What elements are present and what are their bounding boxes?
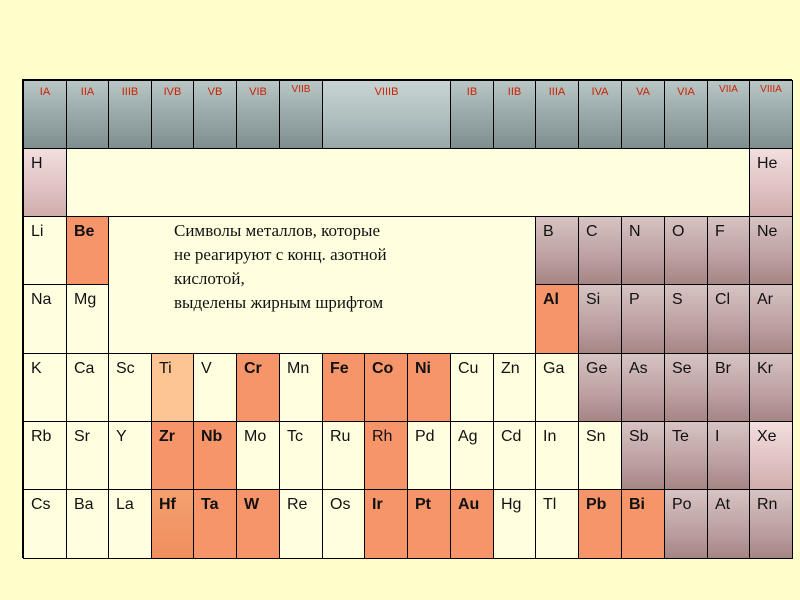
element-cell-P: P [621,284,665,354]
element-cell-Y: Y [108,421,152,490]
element-cell-Si: Si [578,284,622,354]
element-cell-Mg: Mg [66,284,109,354]
element-cell-Cd: Cd [493,421,536,490]
group-header: VIA [664,80,708,149]
element-cell-Sr: Sr [66,421,109,490]
element-cell-Cr: Cr [236,353,280,422]
element-cell-Hg: Hg [493,489,536,559]
element-cell-Zr: Zr [151,421,194,490]
element-cell-Ta: Ta [193,489,237,559]
element-cell-Sc: Sc [108,353,152,422]
group-header: VIIIB [322,80,451,149]
empty-block [66,148,750,217]
group-header: VB [193,80,237,149]
element-cell-Br: Br [707,353,750,422]
group-header: IB [450,80,494,149]
element-cell-H: H [23,148,67,217]
element-cell-F: F [707,216,750,285]
element-cell-Ne: Ne [749,216,793,285]
group-header: IIA [66,80,109,149]
element-cell-Ge: Ge [578,353,622,422]
element-cell-Ba: Ba [66,489,109,559]
element-cell-He: He [749,148,793,217]
group-header: VIIA [707,80,750,149]
note-line: выделены жирным шрифтом [174,293,384,312]
element-cell-V: V [193,353,237,422]
element-cell-Mn: Mn [279,353,323,422]
element-cell-Li: Li [23,216,67,285]
group-header: IIIA [535,80,579,149]
element-cell-Nb: Nb [193,421,237,490]
element-cell-Xe: Xe [749,421,793,490]
element-cell-In: In [535,421,579,490]
group-header: IIB [493,80,536,149]
element-cell-I: I [707,421,750,490]
group-header: VIIIA [749,80,793,149]
group-header: VA [621,80,665,149]
element-cell-Fe: Fe [322,353,365,422]
element-cell-Ar: Ar [749,284,793,354]
element-cell-W: W [236,489,280,559]
element-cell-Cs: Cs [23,489,67,559]
element-cell-Rb: Rb [23,421,67,490]
element-cell-Mo: Mo [236,421,280,490]
element-cell-Hf: Hf [151,489,194,559]
note-line: Символы металлов, которые [174,221,381,240]
element-cell-Pt: Pt [407,489,451,559]
element-cell-Co: Co [364,353,408,422]
element-cell-Pd: Pd [407,421,451,490]
element-cell-Rh: Rh [364,421,408,490]
element-cell-Sn: Sn [578,421,622,490]
element-cell-Ti: Ti [151,353,194,422]
group-header: VIB [236,80,280,149]
element-cell-Sb: Sb [621,421,665,490]
element-cell-Tc: Tc [279,421,323,490]
element-cell-S: S [664,284,708,354]
element-cell-Ni: Ni [407,353,451,422]
element-cell-Bi: Bi [621,489,665,559]
element-cell-Au: Au [450,489,494,559]
element-cell-Zn: Zn [493,353,536,422]
element-cell-N: N [621,216,665,285]
group-header: VIIB [279,80,323,149]
element-cell-O: O [664,216,708,285]
element-cell-Tl: Tl [535,489,579,559]
element-cell-Kr: Kr [749,353,793,422]
element-cell-K: K [23,353,67,422]
element-cell-Ca: Ca [66,353,109,422]
element-cell-Po: Po [664,489,708,559]
element-cell-C: C [578,216,622,285]
periodic-table [22,79,792,558]
element-cell-Ru: Ru [322,421,365,490]
element-cell-Pb: Pb [578,489,622,559]
element-cell-Os: Os [322,489,365,559]
element-cell-As: As [621,353,665,422]
element-cell-Ag: Ag [450,421,494,490]
group-header: IA [23,80,67,149]
element-cell-Al: Al [535,284,579,354]
group-header: IVB [151,80,194,149]
note-line: не реагируют с конц. азотной [174,245,387,264]
legend-note [174,219,474,315]
element-cell-Ga: Ga [535,353,579,422]
element-cell-La: La [108,489,152,559]
element-cell-Cu: Cu [450,353,494,422]
element-cell-Ir: Ir [364,489,408,559]
element-cell-At: At [707,489,750,559]
note-line: кислотой, [174,269,245,288]
group-header: IIIB [108,80,152,149]
element-cell-Na: Na [23,284,67,354]
element-cell-Re: Re [279,489,323,559]
group-header: IVA [578,80,622,149]
element-cell-Te: Te [664,421,708,490]
element-cell-Be: Be [66,216,109,285]
element-cell-Cl: Cl [707,284,750,354]
element-cell-Se: Se [664,353,708,422]
element-cell-B: B [535,216,579,285]
element-cell-Rn: Rn [749,489,793,559]
